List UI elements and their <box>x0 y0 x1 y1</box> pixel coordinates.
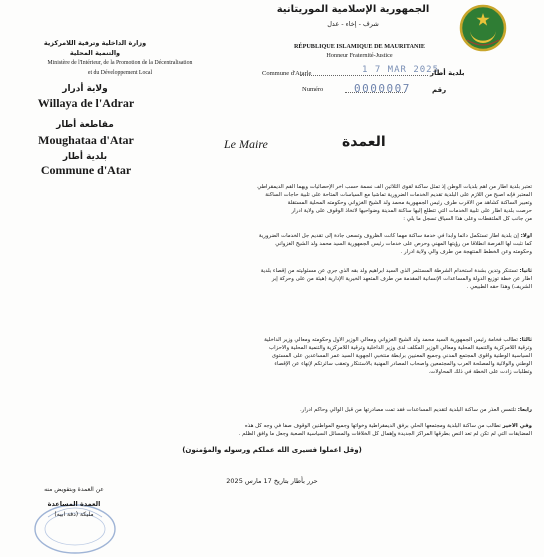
numero-line <box>345 92 405 93</box>
paragraph-line <box>12 337 532 344</box>
date-stamp: 1 7 MAR 2025 <box>362 65 440 75</box>
al-omda-title: العمدة <box>342 134 386 150</box>
moughataa-fr: Moughataa d'Atar <box>38 133 134 147</box>
paragraph-line: وتطلبات زادت على الخطة في ذلك المحاولات. <box>428 369 532 375</box>
paragraph-line <box>12 268 532 275</box>
commune-ar: بلدية أطار <box>62 152 108 162</box>
republic-title-ar: الجمهورية الإسلامية الموريتانية <box>276 4 430 15</box>
numero-label-ar: رقم <box>432 86 447 94</box>
ministry-ar-line1: وزارة الداخلية وترقية اللامركزية <box>43 39 147 47</box>
paragraph-line: وترقية اللامركزية والتنمية المحلية ومعالي الوزير المكلف لدى وزير الداخلية وترقية اللامركزية والتنمية المحلية والأحزاب <box>269 345 532 351</box>
intro-line: وتعبير الساكنة كشاهد من الأقرب طرف رئيس الجمهورية محمد ولد الشيخ الغزواني وحكومته المحلية المستقلة <box>287 200 532 206</box>
numero-value: 0000007 <box>354 82 411 95</box>
moughataa-ar: مقاطعة أطار <box>56 120 114 130</box>
ministry-fr-line2: et du Développement Local <box>87 70 153 76</box>
paragraph-line: أطار عن خطة توزيع الدولة والمساعدات الإنسانية المقدمة من طرف المتعهد الخيرية الإدارية (هيئة من على وحركة إبر <box>271 276 532 282</box>
motto-fr: Honneur Fraternité-Justice <box>326 52 393 59</box>
ministry-fr-line1: Ministère de l'Intérieur, de la Promotion de la Décentralisation <box>47 60 193 66</box>
date-line <box>300 75 428 76</box>
paragraph-line: السياسية الوطنية وأقوى المجتمع المدني وجميع المعنيين برابطة منتخبي الجهوية السيد عمر المساعدين على المستوى <box>271 353 532 359</box>
signature-line1: عن العمدة وبتفويض منه <box>44 486 104 493</box>
paragraph-text: تستنكر وتدين بشدة استخدام الشرطة المستثمر الذي السيد ابراهيم ولد بقه الذي جري عن مسئوليته من إقصاء بلدية <box>260 268 518 274</box>
paragraph-label: أولا: <box>520 233 532 239</box>
paragraph-label: وفي الأخير <box>502 423 532 429</box>
paragraph-line: الوطني والولائية والمصلحة العرب والمجتمعين وأصحاب المصادر المهنية بالاستنكار وتعقب سائرتكم لإنهاء عن الإقصاء <box>274 361 532 367</box>
wilaya-fr: Willaya de l'Adrar <box>37 96 135 110</box>
intro-line: المعتبر فإنه أصبح من اللازم على البلدية تقديم الخدمات الضرورية تماشيا مع السياسات المتاحة على تلبية حاجات الساكنة <box>265 192 532 198</box>
paragraph-text: تلتمس العذر من ساكنة البلدية لتقديم المساعدات فقد تمت مصادرتها من قبل الوالي وحاكم أدرار. <box>300 407 517 413</box>
paragraph-line <box>12 407 532 414</box>
ministry-ar-line2: والتنمية المحلية <box>69 49 121 57</box>
signature-line2: العمدة المساعدة <box>47 500 101 508</box>
paragraph-text: تطالب فخامة رئيس الجمهورية السيد محمد ولد الشيخ الغزواني ومعالي الوزير الأول وحكومته ومعالي وزير الداخلية <box>264 337 518 343</box>
paragraph-line <box>12 233 532 240</box>
intro-line: تعتبر بلدية أطار من أهم بلديات الوطن إذ تمثل ساكنة لقوى الثلاثين ألف نسمة حسب آخر الإحصائيات ويهما القم الديمقراطي <box>257 184 532 190</box>
dateline: حرر بأطار بتاريخ 17 مارس 2025 <box>226 477 318 485</box>
quran-verse: (وقل اعملوا فسيرى الله عملكم ورسوله والمؤمنون) <box>182 446 362 454</box>
paragraph-label: ثانيا: <box>519 268 532 274</box>
paragraph-label: ثالثا: <box>519 337 532 343</box>
paragraph-label: رابعا: <box>517 407 532 413</box>
commune-fr: Commune d'Atar <box>40 163 132 177</box>
commune-label-ar: بلدية أطار <box>430 69 465 77</box>
paragraph-line <box>12 423 532 430</box>
signature-line3: مليكة (دفة ابيه) <box>54 511 94 518</box>
intro-line: من جانب كل الملتقطات وعلى هذا السياق تسجل ما يلي : <box>403 216 532 222</box>
paragraph-line: الشريف) وهذا حقه الطبيعي . <box>466 284 532 290</box>
republic-title-fr: RÉPUBLIQUE ISLAMIQUE DE MAURITANIE <box>293 43 426 50</box>
paragraph-text: نطالب من ساكنة البلدية ومجتمعها الحلي برفق الديمقراطية وخواتها وجميع المواطنين الوقوف صفا في وجه كل هذه <box>244 423 501 429</box>
mauritania-emblem-icon <box>457 4 509 52</box>
paragraph-line: وحكومته وعن الخطط المنتهجة من طرف والي ولاية أدرار . <box>400 249 532 255</box>
paragraph-line: المضايقات التي لم تكن لم تعد النص بطرقها المراكز الجديدة وإهمال كل الخلافات والمسائل السياسية الصعبة وجعل ما وافق الظلم . <box>238 431 532 437</box>
commune-label-fr: Commune d'Atarle <box>262 70 312 77</box>
motto-ar: شرف - إخاء - عدل <box>327 20 379 28</box>
intro-line: حرصت بلدية أطار على تلبية الخدمات التي تتطلع إليها ساكنة المدينة وضواحيها لاتخاذ الوقوف على ولاية أدرار <box>291 208 532 214</box>
le-maire-title: Le Maire <box>224 137 268 151</box>
paragraph-line: كما نثبت لها الفرصة انطلاقا من رؤيتها المهني وحرص على خدمات رئيس الجمهورية السيد محمد ولد الشيخ الغزواني <box>275 241 532 247</box>
wilaya-ar: ولاية أدرار <box>62 84 108 94</box>
paragraph-text: إن بلدية أطار تستكمل دائما وأبدا في خدمة ساكنة مهما كانت الظروف وتسعى جادة إلى تقديم جل الخدمات الضرورية <box>258 233 519 239</box>
numero-label-fr: Numéro <box>302 86 324 93</box>
